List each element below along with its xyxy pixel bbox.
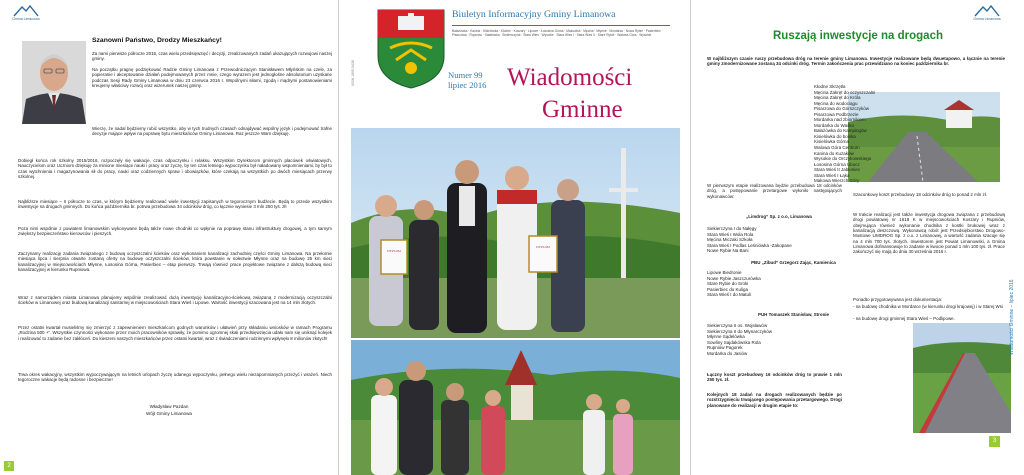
coat-of-arms-icon xyxy=(376,8,446,95)
article-heading: Ruszają inwestycje na drogach xyxy=(772,30,943,42)
stage1-cost: Łączny koszt przebudowy 16 odcinków dróg to prawie 1 mln 250 tys. zł. xyxy=(707,372,842,383)
docs-item: - na budowę drogi gminnej Stara Wieś – Podlipowe. xyxy=(853,316,955,321)
road-item: Łososina Górna Ubocz xyxy=(814,161,860,167)
road-item: Mordarka nad zbiornikiem xyxy=(814,117,866,123)
logo-text: Gmina Limanowa xyxy=(12,17,40,21)
cover-page xyxy=(340,0,685,475)
docs-intro: Ponadto przygotowywana jest dokumentacja: xyxy=(853,297,943,302)
gmina-logo xyxy=(6,4,46,21)
road-item: Pasierbiec do Kuliga xyxy=(707,286,749,292)
road-item: Pisarzowa Podbrzezie xyxy=(814,111,859,117)
road-item: Kłodne Skrzętla xyxy=(814,84,846,89)
road-item: Stara Wieś I Łąka xyxy=(814,172,850,178)
road-item: Nowe Rybie Jaszczurówka xyxy=(707,275,761,281)
intro-paragraph: Na początku pragnę podziękować Radzie Gminy Limanowa z Przewodniczącym Stanisławem Młyńskim na czele, za popieranie i akceptowanie działań podejmowanych przez mnie, czego wyrazem jest jednogłośne absolutorium uzyskane podczas Sesji Rady Gminy Limanowa w dniu 23 czerwca 2016 r. Wspólnymi siłami, zgodą i mądrymi postanowieniami kreujemy właściwy rozwój oraz wizerunek naszej gminy. xyxy=(92,67,332,89)
issn-label: ISSN 1899-5438 xyxy=(351,60,355,86)
mayor-portrait xyxy=(22,41,86,124)
road-item: Stara Wieś II Jabłoniec xyxy=(814,167,861,173)
road-item: Kanina do Kuzaków xyxy=(814,150,854,156)
road-item: Makowa Wierzch Góry xyxy=(814,178,860,184)
road-item: Stara Wieś I do Matuli xyxy=(707,292,752,298)
cover-photo-event xyxy=(351,340,680,475)
road-photo-2 xyxy=(913,323,1011,433)
contractor2-roads xyxy=(707,270,847,298)
mountain-logo-icon xyxy=(974,4,1000,17)
body-paragraph: Najbliższe miesiące – II półrocze to czas, w którym będziemy realizować wiele inwestycji zapisanych w tegorocznym budżecie. Będą to przede wszystkim inwestycje na drogach gminnych. Do końca października br. potrwa przebudowa 34 odcinków dróg, co łącznie wyniesie 3 mln 250 tys. zł! xyxy=(18,199,332,210)
contractor1-roads xyxy=(707,226,847,254)
road-item: Siekierczyna II os. Wojsławów xyxy=(707,323,768,328)
left-page xyxy=(0,0,339,475)
greeting-heading: Szanowni Państwo, Drodzy Mieszkańcy! xyxy=(92,37,222,44)
road-item: Kisielówka do boiska xyxy=(814,133,856,139)
road-item: Rupniów Pagorek xyxy=(707,345,743,351)
mountain-logo-icon xyxy=(13,4,39,17)
road-item: Stara Wieś I Wola Rola xyxy=(707,231,754,237)
road-item: Męcina Zakręt do oczyszczalni xyxy=(814,89,876,95)
issue-number: Numer 99 xyxy=(448,70,483,80)
road-item: Sowliny Sajdakówska Rola xyxy=(707,339,761,345)
lead-paragraph: W najbliższym czasie ruszy przebudowa dróg na terenie gminy Limanowa. Inwestycje realizowane będą dwuetapowo, a łącznie na terenie gminy zmodernizowane zostaną 34 odcinki dróg. Termin zakończenia prac przewidziano na koniec października br. xyxy=(707,56,1005,67)
road-item: Bałażówka do Kampingów xyxy=(814,128,867,134)
contractor3-roads xyxy=(707,323,847,356)
body-paragraph: Poza nimi wspólnie z powiatem limanowskim wykonywane będą także nowe chodniki co wpłynie na poprawę stanu infrastruktury drogowej, a tym samym zwiększy bezpieczeństwo kierowców i pieszych. xyxy=(18,226,332,237)
bulletin-title: Biuletyn Informacyjny Gminy Limanowa xyxy=(452,9,616,20)
road-item: Lipowe Biedronie xyxy=(707,270,742,275)
road-item: Młynne Sądelówka xyxy=(707,334,745,340)
page-number: 2 xyxy=(4,461,14,471)
powiat-paragraph: W trakcie realizacji jest także inwestycja drogowa związana z przebudową drogi powiatowej nr 1618 K w miejscowościach Koszary i Rupniów, obejmująca również wykonanie chodnika z kostki brukowej wraz z kanalizacją deszczową. Wykonawcą robót jest Przedsiębiorstwo Drogowo-Mostowe LIMDROG Sp. z o.o. z Limanowej, a wartość zadania szacuje się na 4 mln 700 tys. złotych. Inwestorem jest Powiat Limanowski, a Gmina Limanowa dofinansowuje to zadanie w kwocie ponad 1 mln 100 tys. zł. Prace zakończyć się mają do dnia 30 września 2016 r. xyxy=(853,212,1005,255)
road-item: Męcina Zakręt do Króla xyxy=(814,95,861,101)
road-item: Siekierczyna II do Młynarczyków xyxy=(707,328,773,334)
road-item: Męcina Miczaki Szkoła xyxy=(707,237,753,243)
contractor-name: „Limdrog” Sp. z o.o, Limanowa xyxy=(746,214,812,219)
next-stage-paragraph: Kolejnych 18 zadań na drogach realizowanych będzie po rozstrzygnięciu trwającego postępowania przetargowego. Drogi planowane do realizacji w drugim etapie to: xyxy=(707,392,842,408)
gmina-logo xyxy=(963,4,1011,21)
road-item: Stare Rybie do Sroki xyxy=(707,281,749,287)
right-page xyxy=(690,0,1024,475)
cover-photo-award xyxy=(351,128,680,338)
road-item: Mordarka do Jasiów xyxy=(707,350,748,356)
side-running-title: Wiadomości Gminne – lipiec 2016 xyxy=(1009,279,1015,355)
intro-paragraph: Wierzę, że nadal będziemy robić wszystko, aby w tych trudnych czasach odnajdywać wspólny język i podejmować trafne decyzje mające wpływ na poprawę bytu mieszkańców Gminy Limanowa. Raz jeszcze Wam dziękuję. xyxy=(92,126,332,137)
contractor-name: PUH Tomaszek Stanisław, Stronie xyxy=(757,312,830,317)
road-item: Pisarzowa do Górszczyków xyxy=(814,106,870,112)
localities-list: Bałażówka · Kanina · Kisielówka · Kłodne · Koszary · Lipowe · Łososina Górna · Makowica · Męcina · Młynne · Mordarka · Nowa Rybie · Pasierbiec · Pisarzowa · Rupniów · Sałatówka · Siekierczyna · Stara Wieś · Wysokie · Stara Wieś I · Stara Wieś II · Stare Rybie · Walowa Góra · Wysokie xyxy=(452,29,663,38)
page-number: 3 xyxy=(989,436,1000,447)
road-item: Walowa Góra Centrum xyxy=(814,145,860,151)
body-paragraph: Zaczynamy realizację zadania związanego z budową oczyszczalni ścieków oraz wykonaniem kanalizacji zachodniej części Gminy Limanowa. Na przełomie miesiąca lipca i sierpnia otwarte zostaną oferty na budowę oczyszczalni ścieków, która powstanie w sołectwie Młynne oraz na budowę 25 km sieci kanalizacyjnej w miejscowościach Młynne, Łososina Górna, Pasierbiec – etap pierwszy. Trwają również prace projektowe związane z dalszą budową sieci kanalizacyjnej w kierunku Rupniowa. xyxy=(18,251,332,273)
diploma-text: DYPLOM xyxy=(387,249,401,253)
road-item: Męcina do wodociągu xyxy=(814,100,858,106)
diploma-text: DYPLOM xyxy=(536,245,550,249)
body-paragraph: Dobiegł końca rok szkolny 2015/2016, rozpoczęły się wakacje, czas odpoczynku i relaksu. Wszystkim Dyrektorom gminnych placówek oświatowych, Nauczycielom oraz Uczniom dziękuję za minione miesiące nauki i pracy oraz życzę, by ten czas letniego wypoczynku był naładowany wspomnieniami, by był to czas wytchnienia i magazynowania sił do pracy, nauki oraz codziennych spraw i obowiązków, które czekają na wszystkich po dwóch miesiącach przerwy szkolnej. xyxy=(18,158,332,180)
road-item: Kisielówka Górna xyxy=(814,139,850,145)
logo-text: Gmina Limanowa xyxy=(973,17,1001,21)
intro-paragraph: Za nami pierwsze półrocze 2016, czas wielu przedsięwzięć i decyzji, zrealizowanych zadań ukazujących rozwojowi naszej gminy. xyxy=(92,51,332,62)
road-item: Wysokie do Orczykowskiego xyxy=(814,156,872,162)
title-rule xyxy=(452,25,670,26)
body-paragraph: Trwa okres wakacyjny, wszystkim wypoczywającym na letnich urlopach życzę udanego wypoczynku, pełnego wielu niezapomnianych przeżyć i wrażeń. Niech tegoroczne wakacje będą radosne i bezpieczne! xyxy=(18,372,332,383)
road-item: Siekierczyna I do Nałęgy xyxy=(707,226,757,231)
road-item: Nowe Rybie Na Bani xyxy=(707,248,749,254)
road-item: Mordarka do Waśko xyxy=(814,122,855,128)
cost-note: Szacunkowy koszt przebudowy 18 odcinków dróg to ponad 2 mln zł. xyxy=(853,192,987,197)
masthead-line2: Gminne xyxy=(542,96,623,123)
body-paragraph: Przez ostatni kwartał musieliśmy się zmierzyć z zapewnieniem mieszkańcom godnych warunków i ułatwień przy składaniu wniosków w ramach Programu „Rodzina 500 +”. Wszystkie czynności wykonane przez moich pracowników sprawiły, że pomimo ogromnej skali przedsięwzięcia udało nam się uniknąć kolejek i realizować to zadanie bez zakłóceń. Do kieszeni naszych mieszkańców przez ostatni kwartał, wraz z świadczeniami rodzinnymi wpłynęło 8 milionów złotych! xyxy=(18,325,332,341)
stage1-paragraph: W pierwszym etapie realizowana będzie przebudowa 18 odcinków dróg, a postępowanie przetargowe wyłoniło następujących wykonawców: xyxy=(707,183,842,199)
signature-name: Władysław Pazdan xyxy=(149,404,189,409)
body-paragraph: Wraz z samorządem miasta Limanowa planujemy wspólnie zrealizować dużą inwestycję kanalizacyjno-ściekową związaną z modernizacją oczyszczalni ścieków w Limanowej oraz budową kanalizacji sanitarnej w miejscowościach Stara Wieś i Lipowe. Wartość inwestycji szacowana jest na 14 mln złotych. xyxy=(18,295,332,306)
roads-list-right xyxy=(814,84,934,184)
signature-role: Wójt Gminy Limanowa xyxy=(146,411,192,416)
contractor-name: PBU „Zibud” Grzegorz Zając, Kamienica xyxy=(751,260,836,265)
issue-date: lipiec 2016 xyxy=(448,79,487,90)
road-item: Stara Wieś I Podlas Leśniówka -Zakopane xyxy=(707,242,792,248)
docs-item: - na budowę chodnika w Mordarce (w kierunku drogi krajowej) i w Starej Wsi xyxy=(853,304,1003,309)
issue-info xyxy=(448,71,486,90)
masthead-line1: Wiadomości xyxy=(507,64,633,91)
